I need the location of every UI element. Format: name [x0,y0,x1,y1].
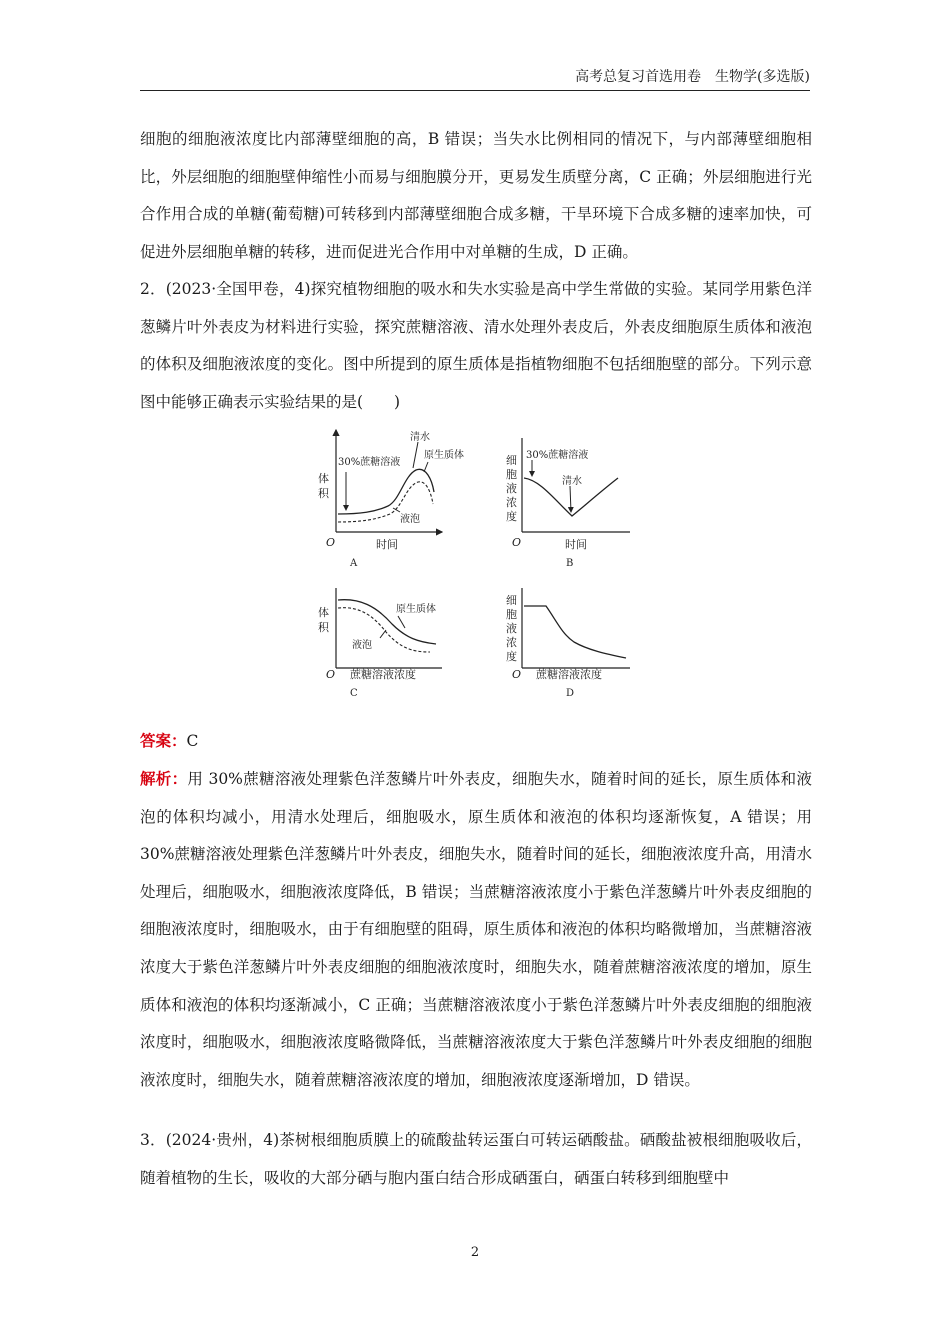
fig-a-protoplast-curve [338,469,434,514]
analysis-label: 解析： [140,769,188,788]
fig-a-origin: O [326,536,336,549]
fig-b-xlabel: 时间 [565,538,587,551]
fig-d-ylabel-2: 胞 [506,608,517,621]
fig-b-label-sucrose: 30%蔗糖溶液 [526,450,589,461]
page-number: 2 [470,1245,480,1260]
fig-a-label-water: 清水 [410,432,430,443]
figure-c [318,588,442,699]
fig-b-ylabel-5: 度 [506,510,517,523]
paragraph-previous-analysis: 细胞的细胞液浓度比内部薄壁细胞的高，B 错误；当失水比例相同的情况下，与内部薄壁细胞相比，外层细胞的细胞壁伸缩性小而易与细胞膜分开，更易发生质壁分离，C 正确；外层细胞进行光合作用合成的单糖(葡萄糖)可转移到内部薄壁细胞合成多糖，干旱环境下合成多糖的速率加快，可促进外层细胞单糖的转移，进而促进光合作用中对单糖的生成，D 正确。 [140,130,812,261]
fig-d-ylabel-3: 液 [506,622,517,635]
fig-c-xlabel: 蔗糖溶液浓度 [350,668,416,681]
fig-b-label-water: 清水 [562,476,582,487]
fig-a-ylabel-1: 体 [318,472,329,485]
fig-d-ylabel-1: 细 [506,594,517,607]
fig-c-label-protoplast: 原生质体 [396,604,436,615]
fig-c-protoplast-pointer [398,616,405,628]
figure-group [300,420,650,710]
fig-b-ylabel-2: 胞 [506,468,517,481]
analysis-paragraph [140,760,812,1099]
answer-label: 答案： [140,731,187,750]
fig-c-label-vacuole: 液泡 [352,640,372,651]
fig-d-origin: O [512,668,522,681]
page-header [140,66,810,91]
figure-d [506,588,630,699]
fig-b-water-arrow [570,486,571,512]
fig-a-label-protoplast: 原生质体 [424,450,464,461]
fig-c-vacuole-pointer [380,630,386,638]
fig-d-ylabel-5: 度 [506,650,517,663]
figure-b [506,438,630,569]
fig-d-xlabel: 蔗糖溶液浓度 [536,668,602,681]
fig-d-caption: D [566,688,575,699]
fig-a-water-pointer [413,442,418,468]
fig-b-ylabel-3: 液 [506,482,517,495]
fig-d-ylabel-4: 浓 [506,636,517,649]
answer-value: C [186,732,199,750]
analysis-text: 用 30%蔗糖溶液处理紫色洋葱鳞片叶外表皮，细胞失水，随着时间的延长，原生质体和液泡的体积均减小，用清水处理后，细胞吸水，原生质体和液泡的体积均逐渐恢复，A 错误；用 30%蔗糖溶液处理紫色洋葱鳞片叶外表皮，细胞失水，随着时间的延长，细胞液浓度升高，用清水处理后，细胞吸水，细胞液浓度降低，B 错误；当蔗糖溶液浓度小于紫色洋葱鳞片叶外表皮细胞的细胞液浓度时，细胞吸水，由于有细胞壁的阻碍，原生质体和液泡的体积均略微增加，当蔗糖溶液浓度大于紫色洋葱鳞片叶外表皮细胞的细胞液浓度时，细胞失水，随着蔗糖溶液浓度的增加，原生质体和液泡的体积均逐渐减小，C 正确；当蔗糖溶液浓度小于紫色洋葱鳞片叶外表皮细胞的细胞液浓度时，细胞吸水，细胞液浓度略微降低，当蔗糖溶液浓度大于紫色洋葱鳞片叶外表皮细胞的细胞液浓度时，细胞失水，随着蔗糖溶液浓度的增加，细胞液浓度逐渐增加，D 错误。 [140,770,812,1089]
question-3-stem: 3．(2024·贵州，4)茶树根细胞质膜上的硫酸盐转运蛋白可转运硒酸盐。硒酸盐被根细胞吸收后，随着植物的生长，吸收的大部分硒与胞内蛋白结合形成硒蛋白，硒蛋白转移到细胞壁中 [140,1131,812,1187]
header-title: 高考总复习首选用卷 生物学(多选版) [575,69,810,85]
question-2-stem: 2．(2023·全国甲卷，4)探究植物细胞的吸水和失水实验是高中学生常做的实验。某同学用紫色洋葱鳞片叶外表皮为材料进行实验，探究蔗糖溶液、清水处理外表皮后，外表皮细胞原生质体和液泡的体积及细胞液浓度的变化。图中所提到的原生质体是指植物细胞不包括细胞壁的部分。下列示意图中能够正确表示实验结果的是( ) [140,280,812,411]
fig-d-concentration-curve [524,606,626,658]
fig-b-origin: O [512,536,522,549]
fig-a-label-sucrose: 30%蔗糖溶液 [338,457,401,468]
fig-a-ylabel-2: 积 [318,487,329,500]
figure-a [318,430,464,569]
fig-c-ylabel-1: 体 [318,606,329,619]
fig-a-protoplast-pointer [424,462,428,472]
fig-a-label-vacuole: 液泡 [400,514,420,525]
answer-line [140,724,198,758]
fig-b-caption: B [566,558,574,569]
fig-a-xlabel: 时间 [376,538,398,551]
figure-svg [300,420,650,710]
fig-b-ylabel-4: 浓 [506,496,517,509]
fig-c-caption: C [350,688,358,699]
fig-a-caption: A [350,558,358,569]
fig-c-ylabel-2: 积 [318,621,329,634]
fig-b-ylabel-1: 细 [506,454,517,467]
fig-c-origin: O [326,668,336,681]
